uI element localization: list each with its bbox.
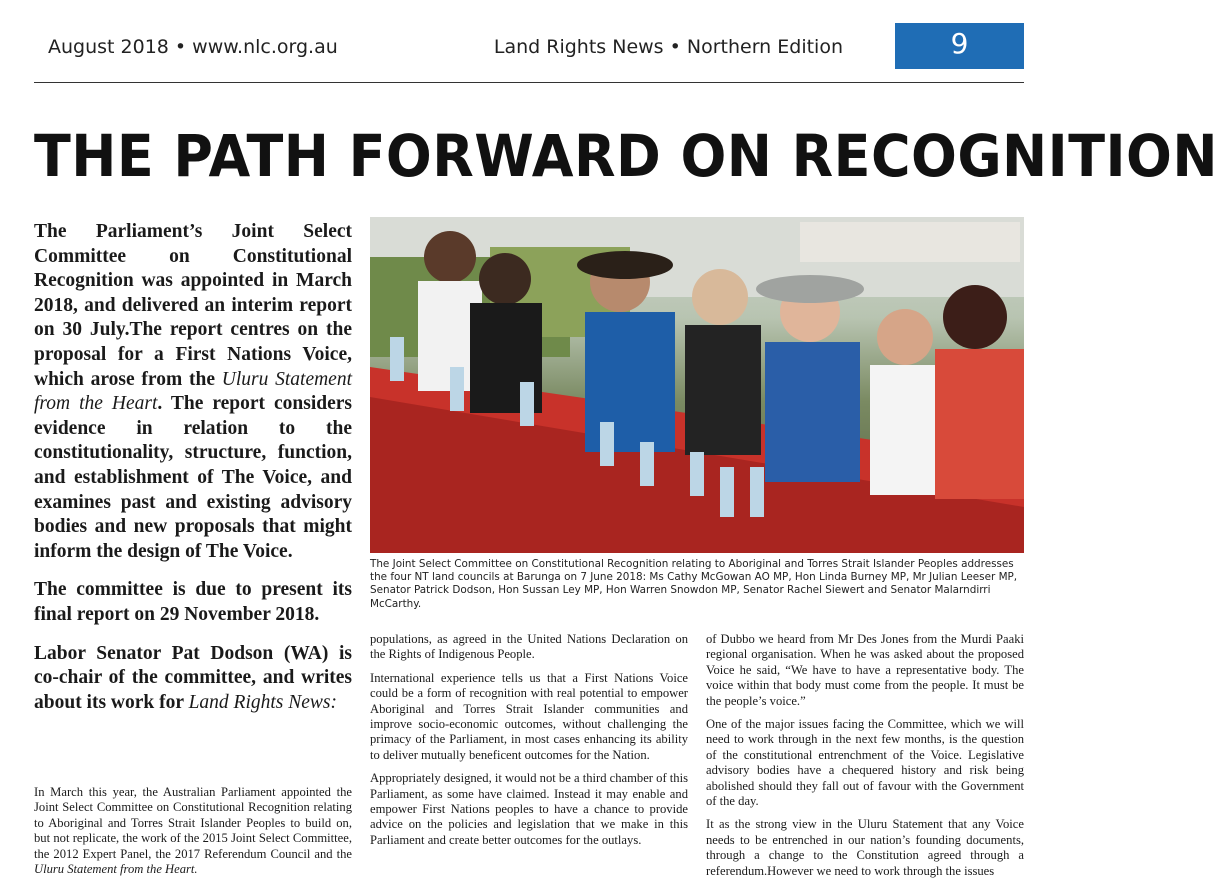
body-column-2	[370, 632, 688, 856]
photo-caption: The Joint Select Committee on Constitutional Recognition relating to Aboriginal and Torres Strait Islander Peoples addresses the four NT land councils at Barunga on 7 June 2018: Ms Cathy McGowan AO MP, Hon Linda Burney MP, Mr Julian Leeser MP, Senator Patrick Dodson, Hon Sussan Ley MP, Hon Warren Snowdon MP, Senator Rachel Siewert and Senator Malarndirri McCarthy.	[370, 558, 1018, 610]
column-1-paragraph-1: In March this year, the Australian Parliament appointed the Joint Select Committee on Constitutional Recognition relating to Aboriginal and Torres Strait Islander Peoples to build on, but not replicate, the work of the 2015 Joint Select Committee, the 2012 Expert Panel, the 2017 Referendum Council and the Uluru Statement from the Heart.	[34, 785, 352, 877]
column-3-paragraph-1: of Dubbo we heard from Mr Des Jones from the Murdi Paaki regional organisation. When he was asked about the proposed Voice he said, “We have to have a representative body. The voice within that body must come from the people. It must be the people’s voice.”	[706, 632, 1024, 708]
intro-paragraph-1: The Parliament’s Joint Select Committee on Constitutional Recognition was appointed in March 2018, and delivered an interim report on 30 July.The report centres on the proposal for a First Nations Voice, which arose from the Uluru Statement from the Heart. The report considers evidence in relation to the constitutionality, structure, function, and establishment of The Voice, and examines past and existing advisory bodies and new proposals that might inform the design of The Voice.	[34, 221, 353, 562]
article-intro	[34, 220, 352, 729]
column-2-paragraph-2: International experience tells us that a First Nations Voice could be a form of recognition with real potential to empower Aboriginal and Torres Strait Islander communities and improve socio-economic outcomes, without challenging the primacy of the Parliament, in most cases enhancing its ability to deliver mutually beneficent outcomes for the Nation.	[370, 670, 688, 762]
article-headline: THE PATH FORWARD ON RECOGNITION	[34, 122, 1218, 190]
header-divider	[34, 82, 1024, 83]
committee-photo	[370, 217, 1024, 553]
column-3-paragraph-2: One of the major issues facing the Committee, which we will need to work through in the next few months, is the question of the constitutional entrenchment of the Voice. Legislative advisory bodies have a chequered history and risk being abolished should they fall out of favour with the Government of the day.	[706, 717, 1024, 809]
intro-paragraph-3: Labor Senator Pat Dodson (WA) is co-chair of the committee, and writes about its work for Land Rights News:	[34, 642, 352, 713]
publication-name: Land Rights News • Northern Edition	[493, 36, 843, 58]
column-2-paragraph-1: populations, as agreed in the United Nations Declaration on the Rights of Indigenous People.	[370, 632, 688, 662]
column-2-paragraph-3: Appropriately designed, it would not be a third chamber of this Parliament, as some have claimed. Instead it may enable and empower First Nations peoples to have a chance to provide advice on the policies and legislation that we make in this Parliament and create better outcomes for the outlays.	[370, 771, 688, 847]
body-column-1	[34, 785, 352, 885]
committee-photo-illustration	[370, 217, 1024, 553]
intro-paragraph-2: The committee is due to present its final report on 29 November 2018.	[34, 579, 352, 625]
issue-date-and-url: August 2018 • www.nlc.org.au	[48, 36, 338, 58]
body-column-3	[706, 632, 1024, 887]
page-number-badge: 9	[895, 23, 1024, 69]
column-3-paragraph-3: It as the strong view in the Uluru Statement that any Voice needs to be entrenched in our nation’s founding documents, through a change to the Constitution agreed through a referendum.However we need to work through the issues	[706, 817, 1024, 878]
